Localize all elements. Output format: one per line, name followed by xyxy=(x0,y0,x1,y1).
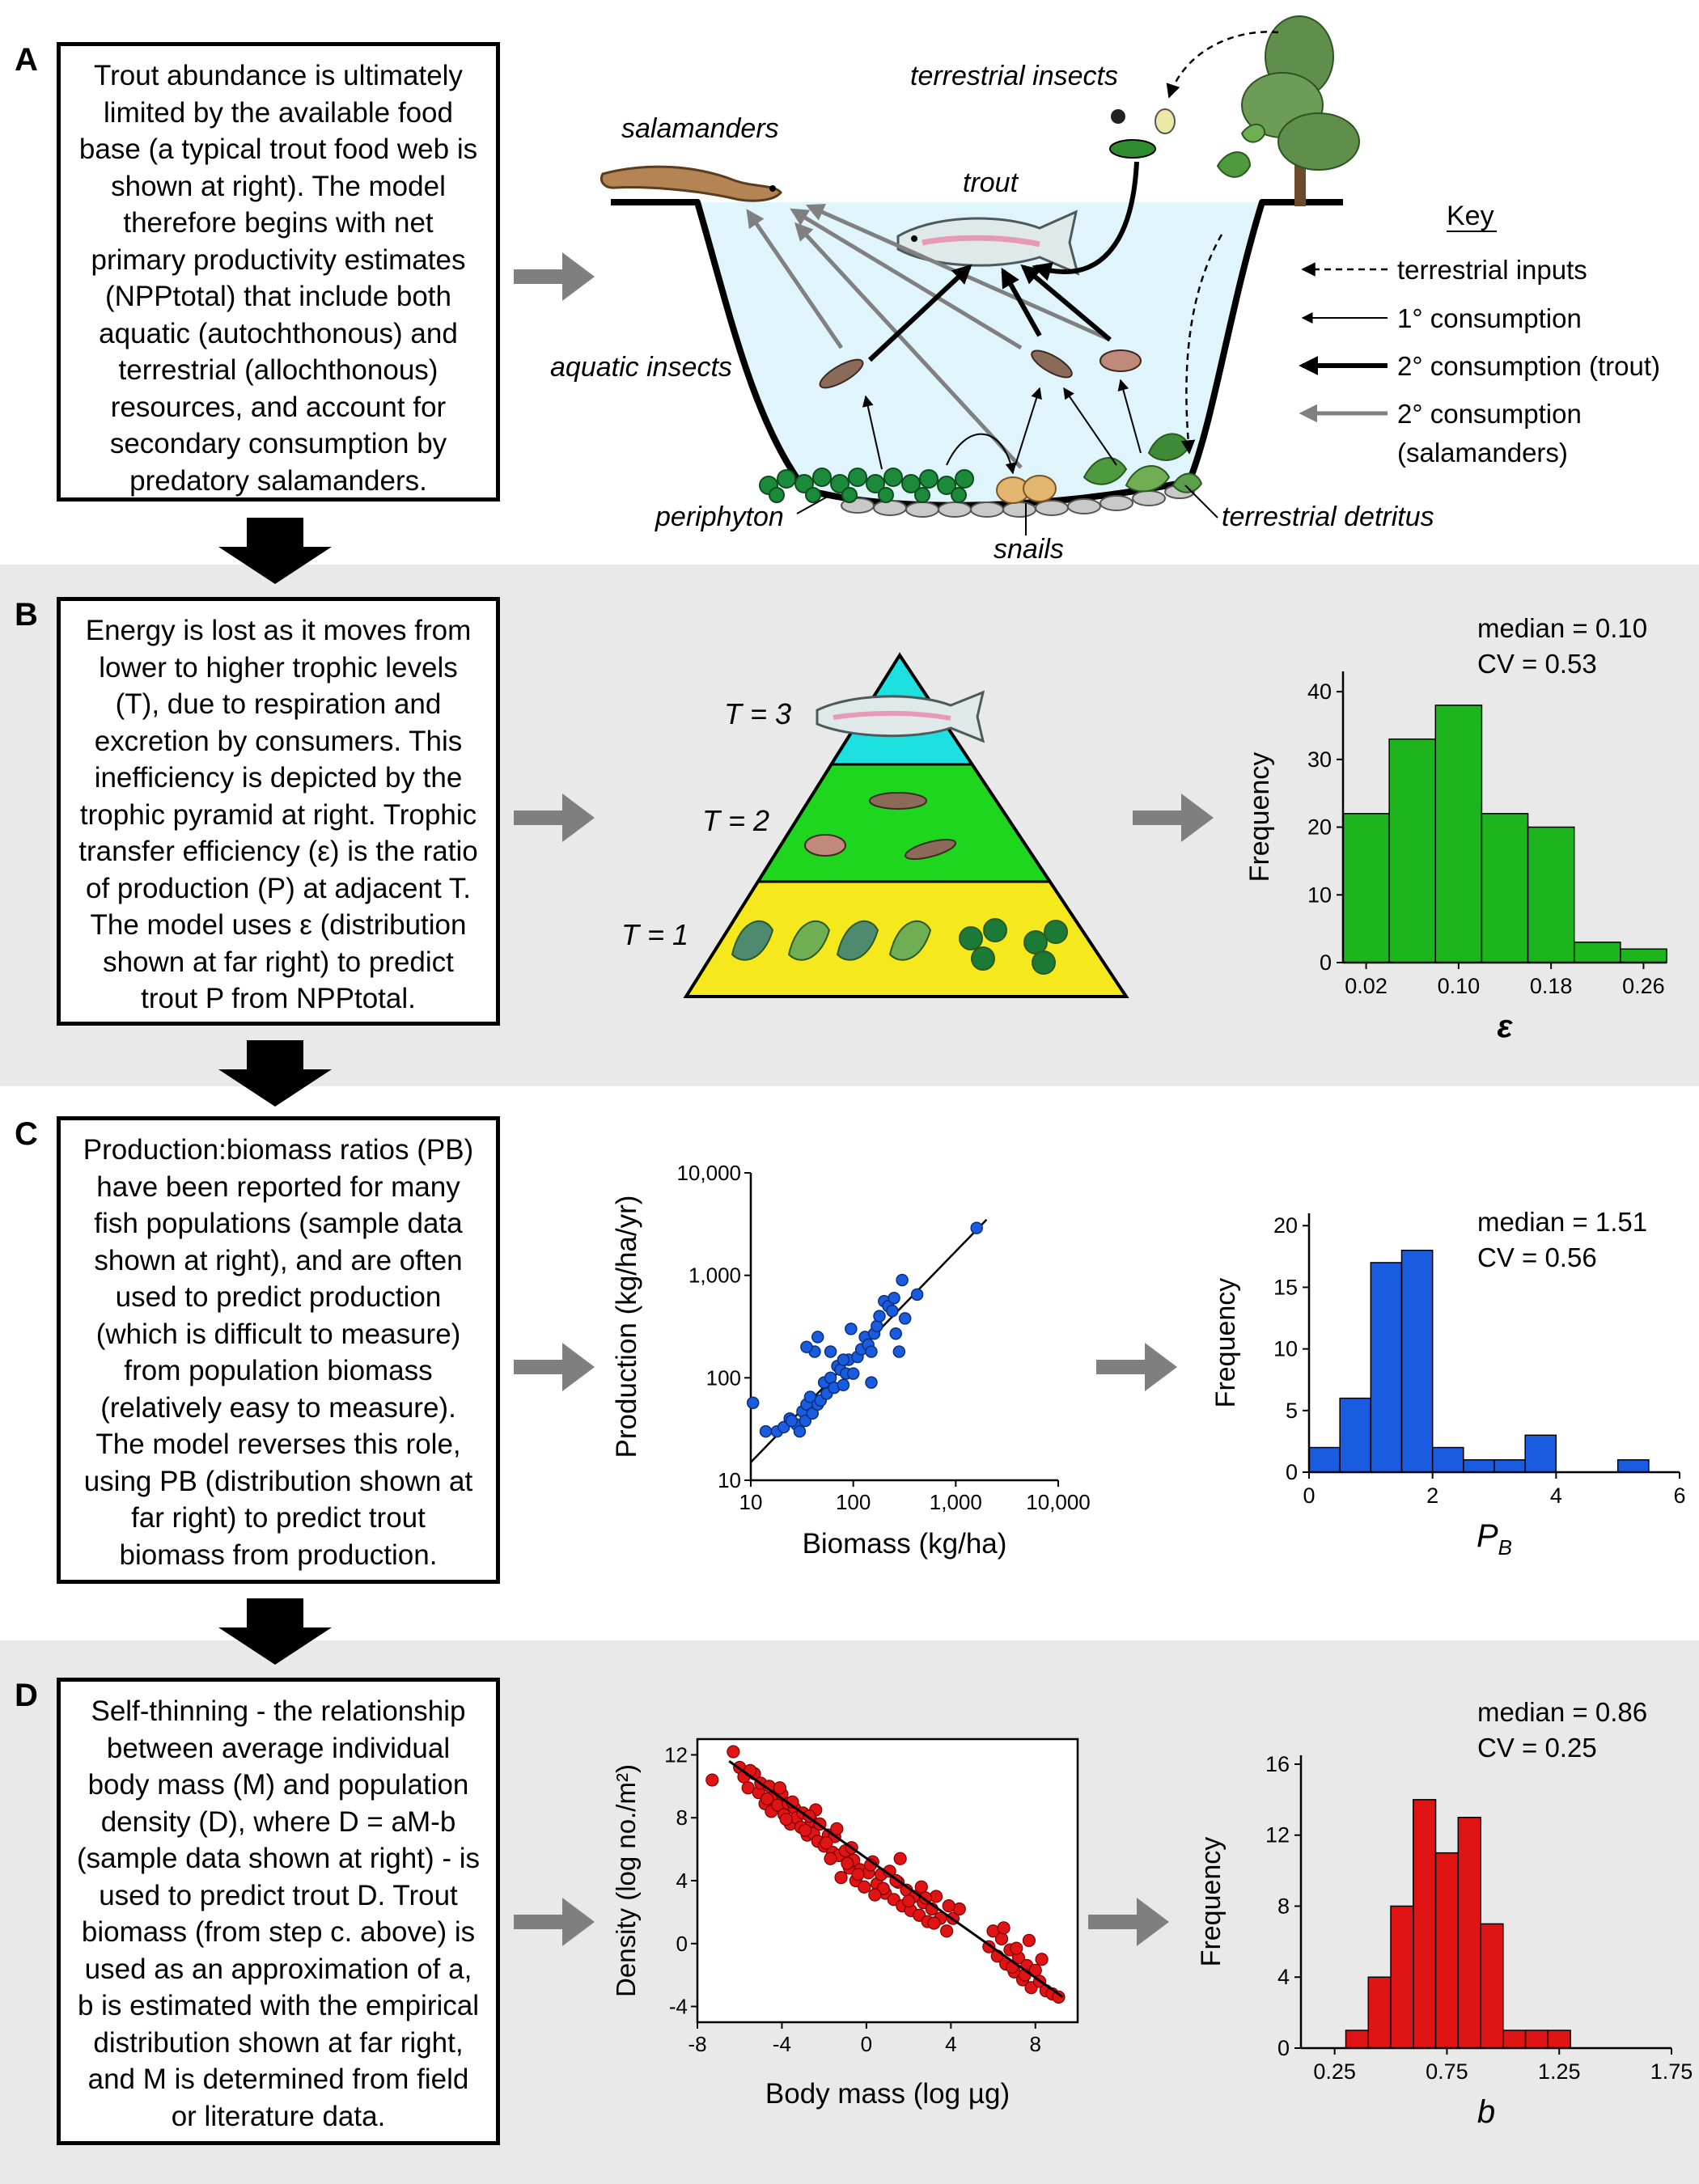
salamander-icon xyxy=(601,167,781,201)
y-axis-label: Frequency xyxy=(1244,751,1275,882)
data-point xyxy=(794,1426,805,1437)
y-tick-label: 1,000 xyxy=(688,1263,741,1288)
x-tick-label: 0.18 xyxy=(1529,974,1573,998)
panel-a-text: Trout abundance is ultimately limited by the available food base (a typical trout food web is shown at right). The model therefore begins with net primary productivity estimates (NPPtotal) that include both aquatic (autochthonous) and terrestrial (allochthonous) resources, and account for secondary consumption by predatory salamanders. xyxy=(78,60,478,497)
key-trout-consumption: 2° consumption (trout) xyxy=(1397,351,1661,381)
histogram-bar xyxy=(1343,814,1389,963)
histogram-bar xyxy=(1371,1263,1401,1472)
key-primary-consumption: 1° consumption xyxy=(1397,303,1582,333)
data-point xyxy=(866,1377,877,1388)
key-title: Key xyxy=(1447,201,1494,231)
histogram-bar xyxy=(1433,1448,1464,1472)
panel-b-text: Energy is lost as it moves from lower to higher trophic levels (T), due to respiration and excretion by consumers. This inefficiency is depicted by the trophic pyramid at right. Trophic transfer efficiency (ε) is the ratio of production (P) at adjacent T. The model uses ε (distribution shown at far right) to predict trout P from NPPtotal. xyxy=(78,615,478,1014)
data-point xyxy=(824,1852,837,1864)
data-point xyxy=(812,1331,824,1343)
data-point xyxy=(852,1869,864,1881)
label-terrestrial-insects: terrestrial insects xyxy=(910,61,1118,91)
data-point xyxy=(869,1889,881,1901)
stat-label: CV = 0.56 xyxy=(1477,1242,1597,1272)
flow-arrow-c-to-d xyxy=(218,1598,332,1665)
data-point xyxy=(893,1346,905,1357)
y-tick-label: 30 xyxy=(1307,747,1332,772)
x-tick-label: 6 xyxy=(1673,1484,1686,1508)
x-tick-label: -4 xyxy=(772,2032,792,2056)
histogram-bar xyxy=(1340,1399,1371,1472)
y-tick-label: 15 xyxy=(1273,1275,1298,1300)
data-point xyxy=(915,1881,927,1893)
histogram-bar xyxy=(1368,1977,1391,2048)
data-point xyxy=(706,1774,718,1786)
x-tick-label: 8 xyxy=(1029,2032,1042,2056)
data-point xyxy=(761,1426,772,1437)
x-tick-label: 1.25 xyxy=(1537,2059,1581,2084)
pb-histogram xyxy=(1210,1207,1686,1560)
histogram-bar xyxy=(1389,739,1435,963)
y-axis-label: Production (kg/ha/yr) xyxy=(611,1195,642,1458)
y-tick-label: 20 xyxy=(1307,815,1332,840)
data-point xyxy=(727,1746,739,1758)
y-tick-label: 4 xyxy=(1277,1965,1290,1990)
x-axis-label: Body mass (log µg) xyxy=(765,2078,1011,2110)
food-web-key xyxy=(1303,201,1660,468)
data-point xyxy=(773,1782,786,1794)
gray-arrow-b2 xyxy=(1133,794,1214,842)
histogram-bar xyxy=(1309,1448,1340,1472)
flow-arrow-a-to-b xyxy=(218,518,332,584)
data-point xyxy=(890,1328,901,1340)
data-point xyxy=(786,1416,797,1427)
epsilon-histogram xyxy=(1244,613,1667,1044)
y-tick-label: 12 xyxy=(664,1742,688,1767)
density-bodymass xyxy=(611,1739,1078,2110)
gray-arrow-d2 xyxy=(1088,1898,1169,1946)
x-axis-label: $P_B$ xyxy=(1476,1518,1513,1560)
histogram-bar xyxy=(1621,949,1667,963)
x-tick-label: 0 xyxy=(860,2032,873,2056)
data-point xyxy=(894,1852,906,1864)
stat-label: CV = 0.25 xyxy=(1477,1733,1597,1763)
data-point xyxy=(848,1368,859,1379)
panel-c-text: Production:biomass ratios (PB) have been reported for many fish populations (sample data shown at right), and are often used to predict production (which is difficult to measure) from population biomass (relatively easy to measure). The model reverses this role, using PB (distribution shown at far right) to predict trout biomass from production. xyxy=(83,1134,474,1571)
y-tick-label: 4 xyxy=(676,1869,688,1893)
label-aquatic-insects: aquatic insects xyxy=(550,352,732,383)
data-point xyxy=(888,1293,900,1304)
data-point xyxy=(928,1917,940,1929)
data-point xyxy=(900,1313,911,1324)
data-point xyxy=(1023,1934,1035,1946)
stat-label: median = 0.86 xyxy=(1477,1697,1648,1727)
data-point xyxy=(912,1289,923,1300)
stat-label: median = 0.10 xyxy=(1477,613,1648,643)
stat-label: median = 1.51 xyxy=(1477,1207,1648,1237)
data-point xyxy=(971,1222,982,1234)
data-point xyxy=(1011,1942,1023,1954)
panel-b-letter: B xyxy=(15,597,38,633)
y-tick-label: 5 xyxy=(1285,1398,1298,1423)
pyramid-level-2 xyxy=(758,764,1050,882)
pyramid-trout-icon xyxy=(817,692,983,741)
y-tick-label: 0 xyxy=(1285,1460,1298,1484)
label-trout: trout xyxy=(963,167,1019,198)
data-point xyxy=(825,1346,837,1357)
histogram-bar xyxy=(1481,814,1527,963)
gray-arrow-d1 xyxy=(514,1898,595,1946)
pyramid-level-label-3: T = 3 xyxy=(724,697,792,730)
histogram-bar xyxy=(1391,1906,1413,2048)
x-tick-label: 0.02 xyxy=(1345,974,1388,998)
histogram-bar xyxy=(1346,2030,1369,2048)
key-terrestrial-inputs: terrestrial inputs xyxy=(1397,255,1587,285)
histogram-bar xyxy=(1435,705,1481,963)
y-axis-label: Density (log no./m²) xyxy=(611,1764,641,1997)
data-point xyxy=(837,1354,849,1365)
stat-label: CV = 0.53 xyxy=(1477,649,1597,679)
data-point xyxy=(996,1932,1008,1945)
histogram-bar xyxy=(1402,1251,1433,1472)
x-tick-label: 4 xyxy=(1549,1484,1562,1508)
x-tick-label: 0 xyxy=(1303,1484,1316,1508)
panel-a-letter: A xyxy=(15,42,38,78)
data-point xyxy=(1036,1953,1048,1966)
data-point xyxy=(799,1824,811,1836)
x-tick-label: 0.26 xyxy=(1622,974,1665,998)
data-point xyxy=(835,1872,847,1884)
histogram-bar xyxy=(1526,2030,1549,2048)
y-tick-label: 12 xyxy=(1265,1822,1290,1848)
histogram-bar xyxy=(1503,2030,1526,2048)
detritus-pointer xyxy=(1185,485,1218,518)
data-point xyxy=(941,1925,953,1937)
data-point xyxy=(998,1922,1010,1934)
falling-leaf-icon xyxy=(1218,125,1265,177)
pyramid-level-label-2: T = 2 xyxy=(702,804,770,837)
x-tick-label: 0.75 xyxy=(1426,2059,1468,2084)
key-salamander-consumption-line2: (salamanders) xyxy=(1397,438,1568,468)
y-axis-label: Frequency xyxy=(1210,1277,1241,1408)
histogram-bar xyxy=(1528,827,1574,963)
x-tick-label: 100 xyxy=(835,1490,871,1514)
panel-d-letter: D xyxy=(15,1678,38,1713)
food-web-diagram xyxy=(550,16,1660,565)
x-tick-label: 2 xyxy=(1426,1484,1439,1508)
pyramid-level-label-1: T = 1 xyxy=(621,918,689,951)
histogram-bar xyxy=(1548,2030,1570,2048)
histogram-bar xyxy=(1525,1435,1556,1472)
data-point xyxy=(845,1323,857,1335)
y-tick-label: -4 xyxy=(668,1994,688,2019)
x-axis-label: Biomass (kg/ha) xyxy=(802,1528,1007,1560)
gray-arrow-c2 xyxy=(1096,1343,1177,1391)
histogram-bar xyxy=(1494,1460,1525,1472)
y-tick-label: 8 xyxy=(1277,1894,1290,1919)
label-snails: snails xyxy=(994,534,1064,565)
flow-arrow-b-to-c xyxy=(218,1040,332,1107)
data-point xyxy=(874,1310,885,1322)
data-point xyxy=(801,1341,812,1352)
data-point xyxy=(837,1379,849,1390)
histogram-bar xyxy=(1618,1460,1649,1472)
gray-arrow-b1 xyxy=(514,794,595,842)
histogram-bar xyxy=(1413,1800,1436,2048)
histogram-bar xyxy=(1481,1924,1503,2048)
y-tick-label: 100 xyxy=(705,1365,741,1390)
terrestrial-insects-icon xyxy=(1110,109,1175,158)
y-tick-label: 40 xyxy=(1307,679,1332,705)
y-tick-label: 16 xyxy=(1265,1751,1290,1776)
y-tick-label: 0 xyxy=(1277,2036,1290,2060)
panel-d-text: Self-thinning - the relationship between average individual body mass (M) and population density (D), where D = aM-b (sample data shown at right) - is used to predict trout D. Trout biomass (from step c. above) is used as an approximation of a, b is estimated with the empirical distribution shown at far right, and M is determined from field or literature data. xyxy=(77,1695,480,2132)
tree-icon xyxy=(1242,16,1359,206)
label-salamanders: salamanders xyxy=(621,113,779,144)
x-tick-label: 0.10 xyxy=(1437,974,1481,998)
data-point xyxy=(780,1814,792,1826)
y-axis-label: Frequency xyxy=(1196,1836,1227,1967)
x-axis-label: ε xyxy=(1497,1009,1513,1044)
data-point xyxy=(887,1306,898,1317)
histogram-bar xyxy=(1436,1853,1459,2048)
x-tick-label: -8 xyxy=(688,2032,707,2056)
data-point xyxy=(748,1397,759,1408)
x-tick-label: 0.25 xyxy=(1313,2059,1356,2084)
b-histogram xyxy=(1196,1697,1693,2130)
data-point xyxy=(858,1881,871,1893)
x-tick-label: 4 xyxy=(945,2032,957,2056)
data-point xyxy=(761,1792,773,1805)
histogram-bar xyxy=(1574,942,1621,963)
x-tick-label: 10 xyxy=(739,1490,763,1514)
data-point xyxy=(903,1895,915,1907)
y-tick-label: 10,000 xyxy=(676,1161,741,1185)
production-biomass xyxy=(611,1161,1091,1560)
x-axis-label: b xyxy=(1477,2094,1496,2130)
data-point xyxy=(943,1900,955,1912)
y-tick-label: 0 xyxy=(1319,950,1332,975)
y-tick-label: 10 xyxy=(1273,1336,1298,1361)
panel-c-letter: C xyxy=(15,1116,38,1152)
gray-arrow-a xyxy=(514,252,595,301)
y-tick-label: 0 xyxy=(676,1931,688,1956)
histogram-bar xyxy=(1458,1818,1481,2048)
data-point xyxy=(841,1857,854,1869)
x-tick-label: 1,000 xyxy=(929,1490,982,1514)
label-periphyton: periphyton xyxy=(655,502,784,532)
label-terrestrial-detritus: terrestrial detritus xyxy=(1222,502,1434,532)
data-point xyxy=(866,1346,877,1357)
data-point xyxy=(896,1274,908,1285)
y-tick-label: 20 xyxy=(1273,1213,1298,1238)
histogram-bar xyxy=(1464,1460,1494,1472)
x-tick-label: 1.75 xyxy=(1650,2059,1693,2084)
y-tick-label: 10 xyxy=(718,1468,741,1492)
gray-arrow-c1 xyxy=(514,1343,595,1391)
y-tick-label: 8 xyxy=(676,1805,688,1831)
data-point xyxy=(820,1837,833,1849)
key-salamander-consumption: 2° consumption xyxy=(1397,399,1582,429)
x-tick-label: 10,000 xyxy=(1026,1490,1091,1514)
y-tick-label: 10 xyxy=(1307,882,1332,908)
